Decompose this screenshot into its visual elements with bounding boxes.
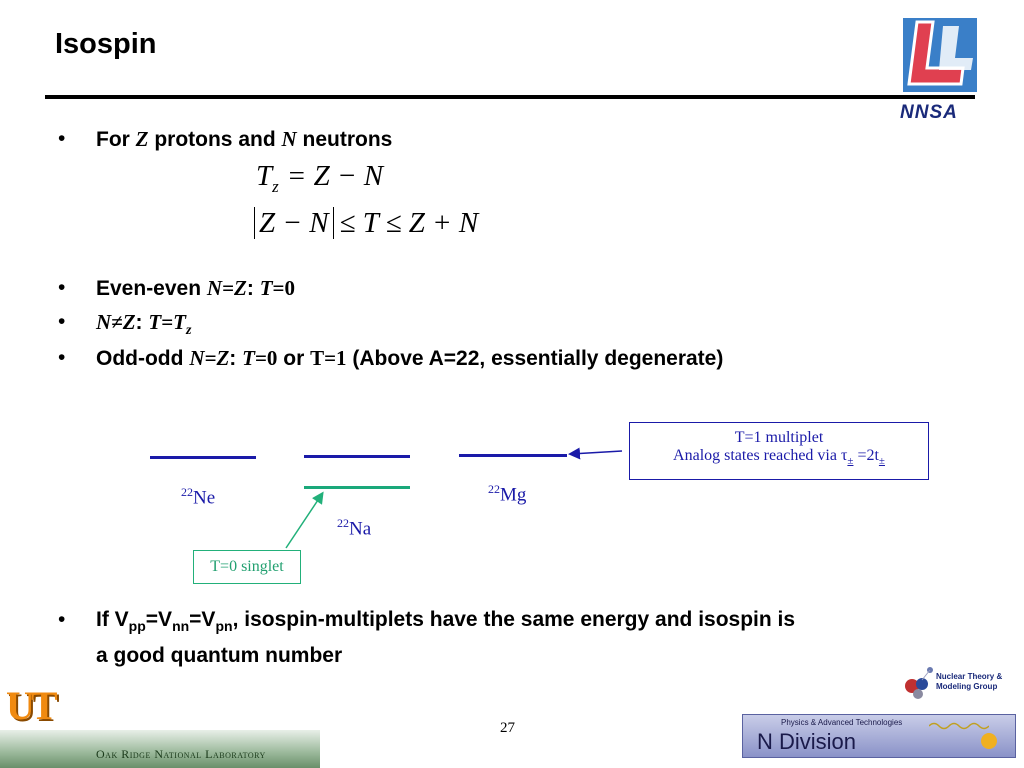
value: T=1 bbox=[310, 346, 347, 370]
text: Analog states reached via bbox=[673, 447, 841, 464]
mass-number: 22 bbox=[181, 485, 193, 499]
text: or bbox=[277, 347, 311, 370]
bullet-dot: • bbox=[58, 127, 66, 150]
bullet-dot: • bbox=[58, 608, 66, 631]
pm-sub: ± bbox=[878, 455, 885, 468]
atom-icon bbox=[900, 664, 936, 704]
condition: N=Z bbox=[189, 346, 230, 370]
singlet-callout-box: T=0 singlet bbox=[193, 550, 301, 584]
var-t: T bbox=[242, 346, 255, 370]
sub-pn: pn bbox=[215, 618, 233, 635]
callout-line-1: T=1 multiplet bbox=[734, 429, 824, 446]
var-t: T bbox=[259, 276, 273, 300]
text: a good quantum number bbox=[96, 644, 343, 668]
ntmg-logo bbox=[900, 664, 1024, 704]
tau-symbol: τ bbox=[840, 447, 848, 464]
text: : bbox=[229, 347, 243, 370]
element-symbol: Ne bbox=[193, 487, 216, 509]
bullet-dot: • bbox=[58, 346, 66, 369]
arrow-to-na-t0 bbox=[286, 494, 322, 548]
bullet-charge-independence bbox=[58, 605, 976, 671]
wave-icon bbox=[929, 721, 989, 731]
text: : bbox=[246, 277, 260, 300]
text: : bbox=[135, 311, 149, 334]
text: =V bbox=[145, 608, 173, 631]
page-title: Isospin bbox=[55, 28, 157, 60]
ornl-text: Oak Ridge National Laboratory bbox=[96, 747, 266, 761]
var-z: Z bbox=[135, 127, 149, 151]
text: =V bbox=[189, 608, 216, 631]
ntmg-line-2: Modeling Group bbox=[936, 682, 998, 691]
abs-value: Z − N bbox=[254, 207, 334, 239]
text: , isospin-multiplets have the same energy and isospin is bbox=[232, 608, 796, 631]
eq-lhs: T bbox=[256, 160, 273, 192]
nnsa-logo: NNSA bbox=[900, 102, 958, 123]
bullet-dot: • bbox=[58, 310, 66, 333]
text: Odd-odd bbox=[96, 347, 190, 370]
value: =0 bbox=[254, 346, 278, 370]
element-symbol: Na bbox=[349, 518, 372, 540]
mass-number: 22 bbox=[488, 482, 500, 496]
sub-pp: pp bbox=[128, 618, 146, 635]
n-division-logo bbox=[742, 714, 1016, 758]
condition: N≠Z bbox=[96, 310, 136, 334]
ntmg-line-1: Nuclear Theory & bbox=[936, 672, 1003, 681]
ut-logo: UT bbox=[6, 683, 54, 728]
text: For bbox=[96, 128, 136, 151]
text: protons and bbox=[148, 128, 282, 151]
pat-line-2: N Division bbox=[757, 729, 857, 754]
sun-icon bbox=[981, 733, 997, 749]
pat-line-1: Physics & Advanced Technologies bbox=[781, 718, 903, 727]
var-n: N bbox=[281, 127, 297, 151]
page-number: 27 bbox=[500, 720, 515, 736]
condition: N=Z bbox=[206, 276, 247, 300]
mass-number: 22 bbox=[337, 516, 349, 530]
eq-rhs: = Z − N bbox=[286, 160, 384, 192]
sub: z bbox=[185, 323, 192, 339]
text: Even-even bbox=[96, 277, 207, 300]
text: =2t bbox=[853, 447, 879, 464]
arrow-to-mg bbox=[571, 451, 622, 454]
element-symbol: Mg bbox=[500, 484, 527, 506]
text: (Above A=22, essentially degenerate) bbox=[346, 347, 724, 370]
text: If V bbox=[96, 608, 129, 631]
eq-rest: ≤ T ≤ Z + N bbox=[339, 207, 479, 239]
value: =0 bbox=[272, 276, 295, 300]
sub-nn: nn bbox=[172, 618, 190, 635]
bullet-dot: • bbox=[58, 276, 66, 299]
pm-sub: ± bbox=[847, 455, 854, 468]
eq-sub: z bbox=[272, 176, 279, 196]
var-t: T=T bbox=[148, 310, 186, 334]
text: neutrons bbox=[296, 128, 393, 151]
